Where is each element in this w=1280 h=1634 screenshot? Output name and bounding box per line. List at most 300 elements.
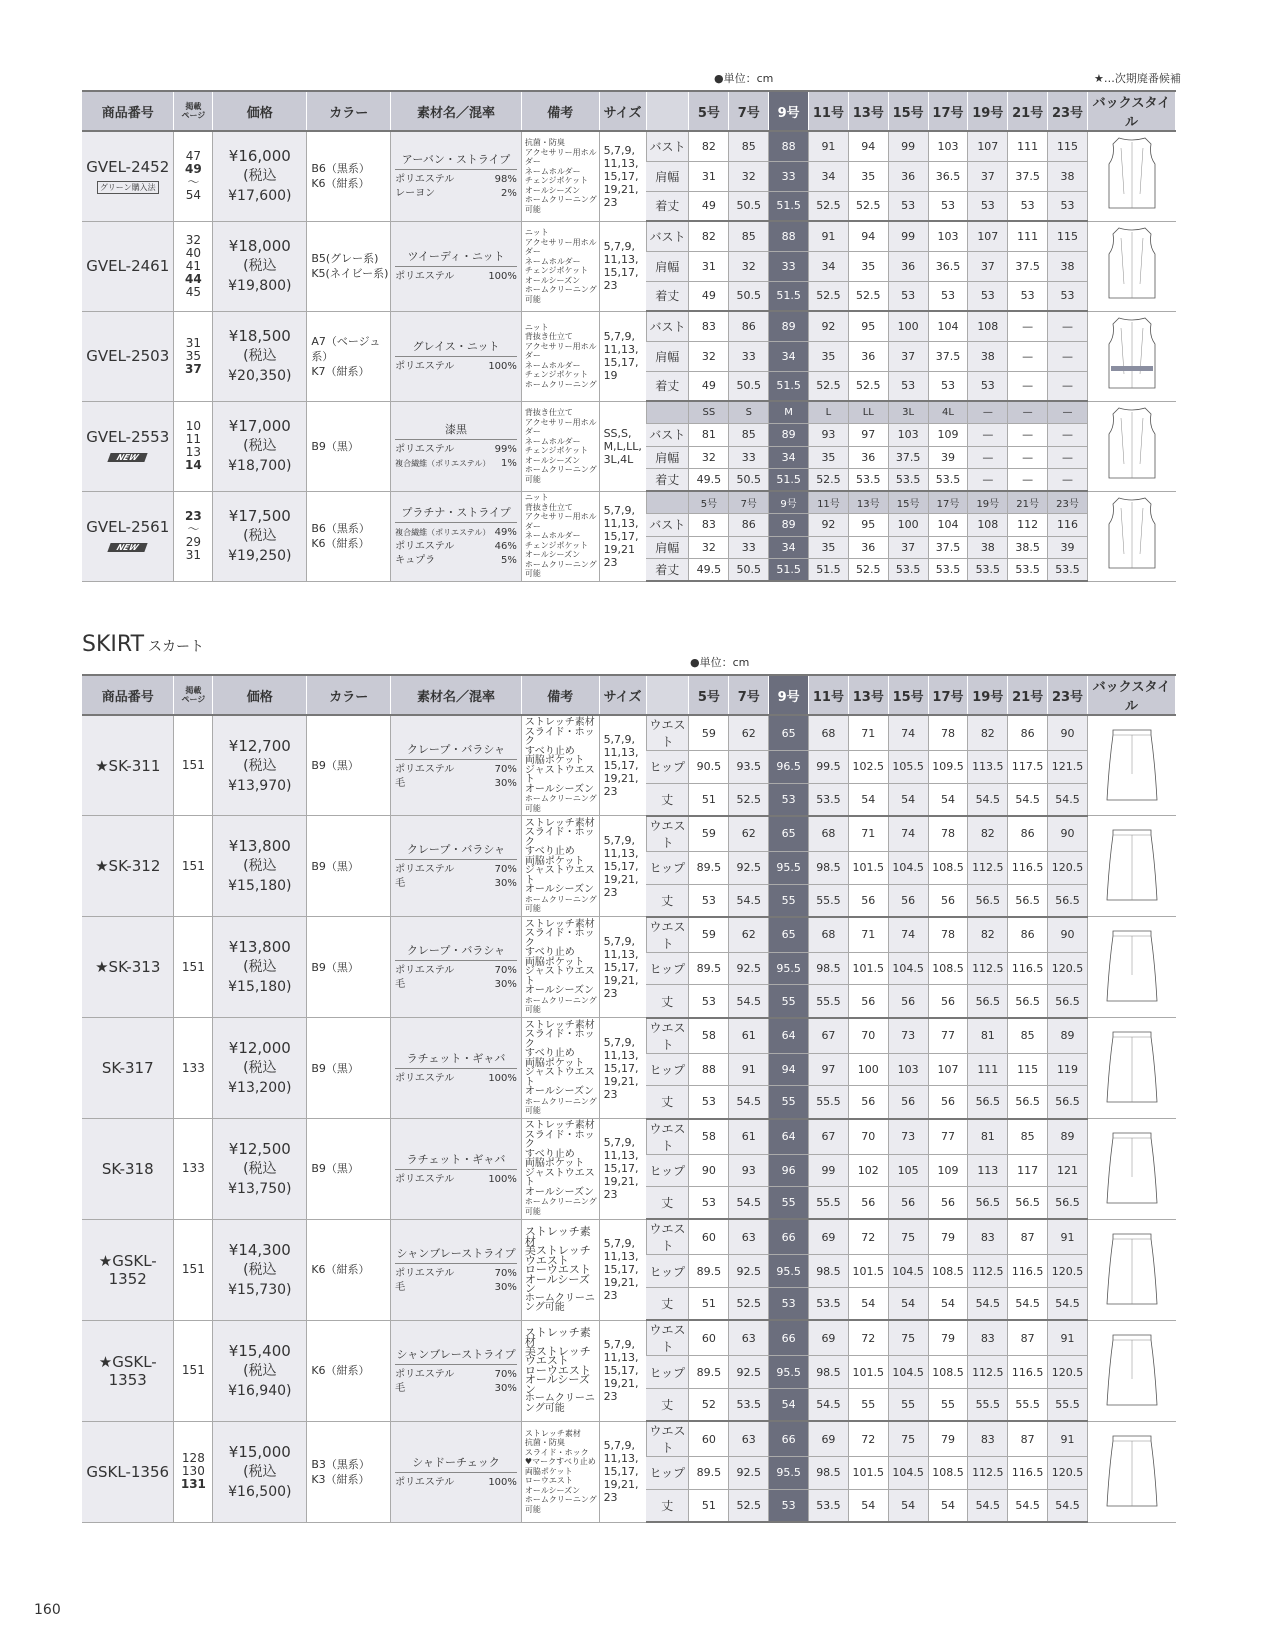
measure-value: 49 <box>689 281 729 311</box>
column-header: 掲載 ページ <box>174 675 213 715</box>
color-code: K5(ネイビー系) <box>311 267 389 280</box>
measure-value: 99 <box>809 1154 849 1187</box>
remark: 抗菌・防臭 <box>524 1438 565 1448</box>
new-badge: NEW <box>108 453 148 462</box>
measure-value: 101.5 <box>848 1255 888 1288</box>
page-ref: 41 <box>185 258 202 273</box>
measure-value: 54 <box>888 783 928 816</box>
remark: 美ストレッチウエスト <box>524 1244 591 1267</box>
remark: オールシーズン <box>524 985 594 997</box>
measure-value: 54 <box>888 1288 928 1321</box>
measure-value: 107 <box>928 1053 968 1086</box>
measure-label: 丈 <box>646 1388 689 1421</box>
catalog-pages <box>174 401 213 491</box>
unit-label: ●単位：cm <box>714 72 774 85</box>
measure-value: 83 <box>968 1320 1008 1356</box>
column-header: 素材名／混率 <box>391 91 522 131</box>
fiber-percent: 100% <box>488 361 517 372</box>
size-subheader: S <box>729 401 769 424</box>
discontinue-note: ★…次期廃番候補 <box>1094 72 1181 85</box>
size-subheader: 21号 <box>1008 491 1048 514</box>
measure-value: 54 <box>928 1489 968 1522</box>
color-code: B9（黒） <box>311 439 359 453</box>
size-subheader: 3L <box>888 401 928 424</box>
measure-value: 95.5 <box>769 952 809 985</box>
product-code-text: GVEL-2461 <box>86 257 170 275</box>
measure-value: 37.5 <box>888 446 928 469</box>
remark: すべり止め <box>524 745 575 757</box>
measure-value: 121.5 <box>1048 751 1088 784</box>
measure-value: 100 <box>848 1053 888 1086</box>
product-code <box>82 1421 174 1522</box>
price <box>213 131 307 221</box>
measure-label: 丈 <box>646 884 689 917</box>
size-subheader-blank <box>646 401 689 424</box>
vest-back-icon <box>1097 224 1167 304</box>
product-code <box>82 491 174 581</box>
material <box>391 311 522 401</box>
page-ref: 11 <box>185 432 202 446</box>
color-code: K3（紺系） <box>311 1472 370 1486</box>
price-base: ¥12,000 <box>228 1039 291 1058</box>
catalog-pages <box>174 311 213 401</box>
fiber: ポリエステル <box>395 763 455 775</box>
measure-value: — <box>968 424 1008 447</box>
back-style-illustration <box>1087 311 1175 401</box>
column-header: 15号 <box>888 675 928 715</box>
price <box>213 491 307 581</box>
column-header: 19号 <box>968 91 1008 131</box>
fiber: レーヨン <box>395 188 436 200</box>
price-base: ¥15,400 <box>228 1341 291 1360</box>
measure-value: 32 <box>689 446 729 469</box>
measure-value: 34 <box>769 446 809 469</box>
color-code: K7（紺系） <box>311 364 370 378</box>
measure-value: 115 <box>1048 131 1088 161</box>
size-subheader: 7号 <box>729 491 769 514</box>
remark: ネームホルダー <box>524 436 581 446</box>
measure-value: 53 <box>1008 281 1048 311</box>
measure-value: 89.5 <box>689 851 729 884</box>
page-ref: 14 <box>185 458 202 472</box>
measure-value: 94 <box>769 1053 809 1086</box>
measure-value: 64 <box>769 1018 809 1054</box>
column-header: サイズ <box>599 675 646 715</box>
measure-value: 69 <box>809 1421 849 1457</box>
measure-value: 37.5 <box>1008 251 1048 281</box>
measure-value: 82 <box>968 816 1008 852</box>
product-code-text: SK-318 <box>101 1159 154 1178</box>
measure-label: バスト <box>646 514 689 537</box>
measure-value: 32 <box>729 161 769 191</box>
measure-value: 35 <box>809 341 849 371</box>
page-ref: 32 <box>185 232 202 247</box>
vest-back-icon <box>1097 494 1167 574</box>
measure-value: 87 <box>1008 1219 1048 1255</box>
page-ref: 35 <box>185 348 202 363</box>
measure-value: 71 <box>848 816 888 852</box>
available-sizes: 5,7,9, 11,13, 15,17, 19,21, 23 <box>599 1219 646 1320</box>
remark: 両脇ポケット <box>524 1057 585 1069</box>
measure-value: 59 <box>689 917 729 953</box>
remark: ジャストウエスト <box>524 1067 595 1088</box>
measure-value: 90 <box>1048 715 1088 751</box>
fiber-percent: 49% <box>494 527 517 538</box>
size-subheader: 11号 <box>809 491 849 514</box>
size-subheader: LL <box>848 401 888 424</box>
material-ratio <box>395 554 517 568</box>
page-ref: 44 <box>185 271 202 286</box>
measure-value: 75 <box>888 1219 928 1255</box>
measure-label: ウエスト <box>646 1219 689 1255</box>
product-code-text: GVEL-2561 <box>86 518 170 536</box>
measure-value: 88 <box>769 221 809 251</box>
remark: オールシーズン <box>524 1086 594 1098</box>
remark: チェンジポケット <box>524 540 589 550</box>
page-ref: 54 <box>185 188 202 203</box>
catalog-pages <box>174 221 213 311</box>
measure-value: 32 <box>729 251 769 281</box>
measure-value: 115 <box>1048 221 1088 251</box>
measure-value: 112.5 <box>968 1457 1008 1490</box>
remarks <box>521 1219 599 1320</box>
measure-value: 109 <box>928 1154 968 1187</box>
column-header: 7号 <box>729 675 769 715</box>
measure-value: 88 <box>769 131 809 161</box>
measure-label: ウエスト <box>646 1119 689 1155</box>
measure-value: 92.5 <box>729 1457 769 1490</box>
fiber: 複合繊維（ポリエステル） <box>395 528 491 537</box>
measure-value: 53.5 <box>809 1489 849 1522</box>
measure-value: 51.5 <box>769 559 809 582</box>
price-base: ¥15,000 <box>228 1442 291 1461</box>
measure-value: 102.5 <box>848 751 888 784</box>
product-code-text: ★SK-312 <box>95 857 161 876</box>
column-header: 5号 <box>689 675 729 715</box>
measure-value: 56.5 <box>968 884 1008 917</box>
material-name: アーバン・ストライプ <box>395 151 517 170</box>
material-ratio <box>395 1476 517 1490</box>
remark: アクセサリー用ホルダー <box>524 512 597 531</box>
measure-value: 95.5 <box>769 1255 809 1288</box>
measure-value: 54.5 <box>968 783 1008 816</box>
remark: ニット <box>524 322 549 332</box>
measure-value: 73 <box>888 1018 928 1054</box>
measure-value: 56.5 <box>1008 1086 1048 1119</box>
product-code <box>82 1320 174 1421</box>
measure-value: 56 <box>888 1187 928 1220</box>
measure-label: ヒップ <box>646 1255 689 1288</box>
size-subheader: 23号 <box>1048 491 1088 514</box>
back-style-illustration <box>1087 1320 1175 1421</box>
measure-value: 87 <box>1008 1320 1048 1356</box>
measure-value: 52 <box>689 1388 729 1421</box>
column-header: 15号 <box>888 91 928 131</box>
measure-value: 54.5 <box>729 1187 769 1220</box>
material-ratio <box>395 270 517 284</box>
remark: 両脇ポケット <box>524 956 585 968</box>
remark: ホームクリーニング可能 <box>524 1292 595 1314</box>
remark: ローウエスト <box>524 1363 591 1377</box>
measure-label: 着丈 <box>646 371 689 401</box>
measure-value: 56 <box>848 1086 888 1119</box>
measure-value: — <box>968 469 1008 492</box>
measure-value: 86 <box>729 514 769 537</box>
catalog-pages <box>174 131 213 221</box>
measure-label: 肩幅 <box>646 161 689 191</box>
fiber: ポリエステル <box>395 1073 455 1085</box>
measure-value: 51.5 <box>809 559 849 582</box>
fiber: キュプラ <box>395 555 436 566</box>
measure-value: 67 <box>809 1119 849 1155</box>
measure-value: — <box>1008 446 1048 469</box>
column-header: サイズ <box>599 91 646 131</box>
remark: オールシーズン <box>524 1186 594 1198</box>
available-sizes: 5,7,9, 11,13, 15,17, 19,21, 23 <box>599 1421 646 1522</box>
measure-value: 67 <box>809 1018 849 1054</box>
remark: ストレッチ素材 <box>524 1428 581 1438</box>
measure-value: 117.5 <box>1008 751 1048 784</box>
product-code <box>82 221 174 311</box>
product-code <box>82 131 174 221</box>
skirt-back-icon <box>1097 925 1167 1005</box>
remarks <box>521 1119 599 1220</box>
price-with-tax: (税込 ¥19,800) <box>228 258 292 294</box>
measure-value: 62 <box>729 917 769 953</box>
color-code: B9（黒） <box>311 960 359 974</box>
measure-value: — <box>968 446 1008 469</box>
remark: ストレッチ素材 <box>524 1019 595 1031</box>
measure-value: 63 <box>729 1219 769 1255</box>
measure-label: ウエスト <box>646 715 689 751</box>
measure-value: 54.5 <box>1048 1489 1088 1522</box>
material-ratio <box>395 777 517 791</box>
available-sizes: 5,7,9, 11,13, 15,17, 19,21, 23 <box>599 1119 646 1220</box>
price-with-tax: (税込 ¥13,970) <box>228 757 292 794</box>
back-style-illustration <box>1087 131 1175 221</box>
remark: ホームクリーニング <box>524 379 597 389</box>
measure-value: 55 <box>769 1187 809 1220</box>
measure-value: 56 <box>848 1187 888 1220</box>
measure-value: 49.5 <box>689 559 729 582</box>
remark: 美ストレッチウエスト <box>524 1344 591 1368</box>
measure-value: — <box>1048 311 1088 341</box>
page-ref: 131 <box>180 1477 206 1492</box>
color-code: B6（黒系） <box>311 162 370 176</box>
measure-value: 55 <box>888 1388 928 1421</box>
column-header: 11号 <box>809 675 849 715</box>
remark: 両脇ポケット <box>524 1158 585 1170</box>
measure-value: 53.5 <box>848 469 888 492</box>
measure-value: 103 <box>928 221 968 251</box>
size-subheader: — <box>1048 401 1088 424</box>
price <box>213 1421 307 1522</box>
measure-value: 95 <box>848 514 888 537</box>
fiber-percent: 70% <box>494 1368 517 1380</box>
measure-value: 72 <box>848 1421 888 1457</box>
price-with-tax: (税込 ¥15,180) <box>228 858 292 895</box>
material <box>391 221 522 311</box>
column-header: 価格 <box>213 91 307 131</box>
measure-value: 98.5 <box>809 952 849 985</box>
measure-value: 52.5 <box>809 371 849 401</box>
measure-value: 61 <box>729 1119 769 1155</box>
measure-value: 62 <box>729 816 769 852</box>
measure-value: 104.5 <box>888 1457 928 1490</box>
fiber: 毛 <box>395 878 406 890</box>
measure-value: 112.5 <box>968 1356 1008 1389</box>
measure-value: 103 <box>928 131 968 161</box>
measure-value: 52.5 <box>848 371 888 401</box>
skirt-section-title: SKIRT スカート <box>82 632 205 657</box>
measure-value: 54.5 <box>1048 783 1088 816</box>
measure-value: 91 <box>729 1053 769 1086</box>
measure-label: ウエスト <box>646 816 689 852</box>
measure-value: 108.5 <box>928 851 968 884</box>
remark: ジャストウエスト <box>524 966 595 987</box>
measure-value: 79 <box>928 1320 968 1356</box>
size-subheader: — <box>968 401 1008 424</box>
measure-value: 82 <box>968 917 1008 953</box>
fiber: ポリエステル <box>395 541 455 552</box>
available-sizes: 5,7,9, 11,13, 15,17, 19,21 23 <box>599 491 646 581</box>
page-ref: 151 <box>181 959 205 974</box>
measure-value: 116.5 <box>1008 1457 1048 1490</box>
available-sizes: SS,S, M,L,LL, 3L,4L <box>599 401 646 491</box>
measure-value: 112 <box>1008 514 1048 537</box>
back-style-illustration <box>1087 1421 1175 1522</box>
measure-value: — <box>1008 424 1048 447</box>
measure-label: バスト <box>646 221 689 251</box>
measure-value: 32 <box>689 536 729 559</box>
color-codes <box>307 131 391 221</box>
price-base: ¥18,000 <box>228 237 291 255</box>
column-header: 備考 <box>521 675 599 715</box>
remark: アクセサリー用ホルダー <box>524 417 597 436</box>
measure-value: 93 <box>729 1154 769 1187</box>
product-code <box>82 1219 174 1320</box>
measure-value: — <box>1048 424 1088 447</box>
measure-value: 74 <box>888 816 928 852</box>
measure-value: 89.5 <box>689 1356 729 1389</box>
measure-value: 71 <box>848 715 888 751</box>
column-header: カラー <box>307 675 391 715</box>
measure-value: 53.5 <box>729 1388 769 1421</box>
remark: オールシーズン <box>524 455 581 465</box>
back-style-illustration <box>1087 715 1175 816</box>
measure-value: 33 <box>769 161 809 191</box>
remark: ネームホルダー <box>524 531 581 541</box>
measure-value: 36 <box>848 341 888 371</box>
material-name: シャンブレーストライプ <box>395 1245 517 1264</box>
measure-value: 78 <box>928 715 968 751</box>
remark: すべり止め <box>524 947 575 959</box>
fiber-percent: 5% <box>501 555 517 566</box>
measure-value: 116 <box>1048 514 1088 537</box>
price-with-tax: (税込 ¥19,250) <box>228 528 292 564</box>
remarks <box>521 401 599 491</box>
measure-value: 35 <box>809 536 849 559</box>
fiber: 毛 <box>395 1382 406 1394</box>
fiber: ポリエステル <box>395 965 455 977</box>
measure-value: 73 <box>888 1119 928 1155</box>
price-base: ¥18,500 <box>228 327 291 345</box>
measure-value: 91 <box>809 131 849 161</box>
measure-value: 121 <box>1048 1154 1088 1187</box>
fiber: ポリエステル <box>395 864 455 876</box>
measure-value: 96.5 <box>769 751 809 784</box>
measure-value: 53 <box>1048 191 1088 221</box>
measure-value: — <box>1008 371 1048 401</box>
measure-value: 79 <box>928 1421 968 1457</box>
measure-value: 52.5 <box>809 469 849 492</box>
measure-value: 107 <box>968 221 1008 251</box>
measure-value: 92.5 <box>729 1255 769 1288</box>
measure-value: 103 <box>888 424 928 447</box>
measure-value: 105 <box>888 1154 928 1187</box>
color-codes <box>307 715 391 816</box>
measure-value: 54 <box>769 1388 809 1421</box>
catalog-pages <box>174 1119 213 1220</box>
remark: すべり止め <box>524 1048 575 1060</box>
measure-value: 56 <box>848 985 888 1018</box>
measure-value: 101.5 <box>848 952 888 985</box>
page-ref: 151 <box>181 758 205 773</box>
measure-label: 丈 <box>646 783 689 816</box>
measure-value: 34 <box>769 536 809 559</box>
column-header: カラー <box>307 91 391 131</box>
size-subheader: SS <box>689 401 729 424</box>
material-ratio <box>395 1281 517 1295</box>
vest-back-icon <box>1097 134 1167 214</box>
remark: スライド・ホック <box>524 1129 595 1151</box>
skirt-back-icon <box>1097 1430 1167 1510</box>
measure-value: 70 <box>848 1018 888 1054</box>
material-name: プラチナ・ストライプ <box>395 504 517 523</box>
measure-value: 36 <box>888 251 928 281</box>
column-header <box>646 675 689 715</box>
remark: チェンジポケット <box>524 266 589 275</box>
page-ref: 130 <box>181 1464 205 1479</box>
material <box>391 917 522 1018</box>
price-base: ¥17,500 <box>228 507 291 525</box>
measure-label: ヒップ <box>646 1356 689 1389</box>
measure-value: 31 <box>689 251 729 281</box>
measure-value: 112.5 <box>968 851 1008 884</box>
material-name: ツイーディ・ニット <box>395 248 517 267</box>
price <box>213 1219 307 1320</box>
measure-value: 97 <box>848 424 888 447</box>
measure-label: 丈 <box>646 1489 689 1522</box>
measure-value: 34 <box>809 251 849 281</box>
fiber: 毛 <box>395 1281 406 1293</box>
measure-value: 50.5 <box>729 559 769 582</box>
measure-value: — <box>1048 469 1088 492</box>
measure-value: 89 <box>769 514 809 537</box>
page-ref: 31 <box>185 548 202 562</box>
measure-value: 32 <box>689 341 729 371</box>
price-with-tax: (税込 ¥16,500) <box>228 1463 292 1500</box>
measure-value: 65 <box>769 917 809 953</box>
measure-value: 34 <box>769 341 809 371</box>
size-subheader: 4L <box>928 401 968 424</box>
remark: ニット <box>524 493 549 503</box>
price <box>213 1119 307 1220</box>
measure-value: 54 <box>848 1288 888 1321</box>
material-ratio <box>395 863 517 877</box>
measure-value: 56 <box>928 1187 968 1220</box>
size-subheader: — <box>1008 401 1048 424</box>
